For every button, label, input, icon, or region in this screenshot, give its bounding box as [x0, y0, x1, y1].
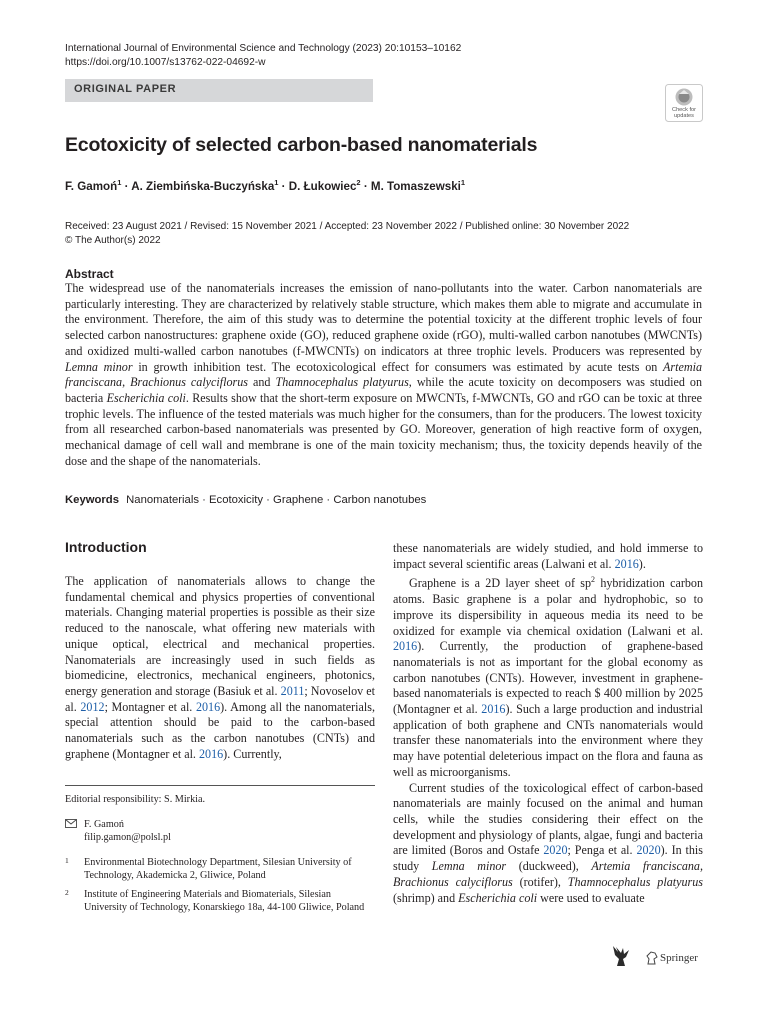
italic-term: Lemna minor	[65, 359, 133, 374]
italic-term: Escherichia coli	[458, 890, 538, 905]
author-list	[65, 178, 465, 193]
doi-link[interactable]: https://doi.org/10.1007/s13762-022-04692-w	[65, 57, 266, 68]
article-title: Ecotoxicity of selected carbon-based nanomaterials	[65, 134, 538, 156]
affiliation-number: 1	[65, 856, 69, 865]
springer-chess-knight-icon	[610, 944, 632, 968]
keywords-list: Nanomaterials · Ecotoxicity · Graphene · Carbon nanotubes	[126, 494, 427, 506]
citation-link[interactable]: 2016	[393, 639, 418, 654]
citation-link[interactable]: 2016	[198, 746, 224, 761]
affiliation-text: Environmental Biotechnology Department, Silesian University of Technology, Akademicka 2, Gliwice, Poland	[84, 857, 352, 882]
article-type-label: ORIGINAL PAPER	[74, 83, 177, 95]
citation-link[interactable]: 2011	[280, 683, 305, 698]
italic-term: Brachionus calyciflorus	[130, 375, 248, 390]
author-name[interactable]: D. Łukowiec	[288, 179, 357, 193]
paragraph: The application of nanomaterials allows to change the fundamental chemical and physics properties of conventional materials. Changing material properties is possible as their size reduced to the nanoscale, what offering new materials with unique optical, electrical and mechanical properties. Nanomaterials are increasingly used in such fields as biomedicine, electronics, mechanical engineers, photonics, energy generation and storage (Basiuk et al. 2011; Novoselov et al. 2012; Montagner et al. 2016). Among all the nanomaterials, special attention should be paid to the carbon-based nanomaterials such as the carbon nanotubes (CNTs) and graphene (Montagner et al. 2016). Currently,	[65, 574, 376, 761]
citation-link[interactable]: 2012	[80, 699, 105, 714]
paragraph: Graphene is a 2D layer sheet of $sp^2$ hybridization carbon atoms. Basic graphene is a polar and hydrophobic, so to improve its dispersibility in aqueous media its need to be oxidized for example via chemical oxidation (Lalwani et al. 2016). Currently, the production of graphene-based nanomaterials is not as important for the global economy as carbon nanotubes (CNTs). However, investment in graphene-based nanomaterials is expected to reach $ 400 million by 2025 (Montagner et al. 2016). Such a large production and industrial application of both graphene and CNTs nanomaterials would transfer these nanomaterials into the environment where they may have potential deleterious impact on the flora and fauna as well as microorganisms.	[393, 575, 703, 779]
copyright-line: © The Author(s) 2022	[65, 234, 161, 246]
introduction-right-column	[393, 541, 703, 906]
editorial-responsibility: Editorial responsibility: S. Mirkia.	[65, 794, 206, 805]
journal-citation: International Journal of Environmental Science and Technology (2023) 20:10153–10162	[65, 43, 462, 54]
author-name[interactable]: F. Gamoń	[65, 179, 118, 193]
abstract-text: The widespread use of the nanomaterials increases the emission of nano-pollutants into the water. Carbon nanomaterials are particularly interesting. They are characterized by relatively stable structure, which makes them able to migrate and accumulate in the environment. Therefore, the aim of this study was to determine the potential toxicity at the different trophic levels of four selected carbon nanostructures: graphene oxide (GO), reduced graphene oxide (rGO), multi-walled carbon nanotubes (MWCNTs) and oxidized multi-walled carbon nanotubes (f-MWCNTs) on indicators at three trophic levels. Producers was represented by Lemna minor in growth inhibition test. The ecotoxicological effect for consumers was estimated by acute tests on Artemia franciscana, Brachionus calyciflorus and Thamnocephalus platyurus, while the acute toxicity on decomposers was studied on bacteria Escherichia coli. Results show that the short-term exposure on MWCNTs, f-MWCNTs, GO and rGO can be toxic at three trophic levels. The influence of the tested materials was much higher for the consumers, than for the producers. The lowest toxicity from all researched carbon-based nanomaterials was presented by GO. Moreover, generation of high reactive form of oxygen, mechanical damage of cell wall and membrane is one of the main toxicity mechanism; thus, the toxicity depends heavily of the dose and the shape of the nanomaterials.	[65, 281, 703, 468]
envelope-icon	[65, 819, 77, 828]
springer-knight-outline-icon	[646, 951, 658, 965]
author-separator: ·	[360, 179, 371, 193]
introduction-heading: Introduction	[65, 539, 147, 555]
affiliation-number: 2	[65, 888, 69, 897]
corresponding-name: F. Gamoń	[84, 819, 124, 830]
corresponding-email[interactable]: filip.gamon@polsl.pl	[84, 832, 171, 844]
author-affiliation-number: 1	[274, 178, 279, 187]
journal-header	[65, 42, 461, 70]
italic-term: Escherichia coli	[106, 390, 186, 405]
footnote-divider	[65, 785, 375, 786]
author-separator: ·	[278, 179, 289, 193]
publisher-logo	[610, 942, 710, 972]
author-name[interactable]: M. Tomaszewski	[370, 179, 461, 193]
author-affiliation-number: 2	[356, 178, 361, 187]
check-label-1: Check for	[672, 107, 696, 113]
check-label-2: updates	[674, 113, 694, 120]
publisher-name: Springer	[660, 952, 698, 964]
abstract-heading: Abstract	[65, 267, 114, 281]
author-affiliation-number: 1	[460, 178, 466, 187]
author-name[interactable]: A. Ziembińska-Buczyńska	[131, 179, 275, 193]
keywords-label: Keywords	[65, 494, 119, 506]
paragraph: these nanomaterials are widely studied, and hold immerse to impact several scientific areas (Lalwani et al. 2016).	[393, 541, 703, 571]
superscript: 2	[591, 575, 596, 585]
citation-link[interactable]: 2016	[481, 702, 506, 717]
history-dates: Received: 23 August 2021 / Revised: 15 November 2021 / Accepted: 23 November 2022 / Published online: 30 November 2022	[65, 221, 630, 232]
article-dates	[65, 220, 629, 247]
citation-link[interactable]: 2020	[636, 843, 661, 858]
check-for-updates-badge[interactable]	[665, 84, 703, 122]
introduction-left-column	[65, 574, 375, 762]
italic-term: Lemna minor	[431, 859, 507, 874]
author-affiliation-number: 1	[117, 178, 122, 187]
keywords	[65, 494, 426, 506]
article-type-banner	[65, 79, 373, 102]
author-separator: ·	[121, 179, 132, 193]
italic-term: Artemia franciscana	[65, 359, 703, 390]
citation-link[interactable]: 2016	[195, 699, 221, 714]
italic-term: Thamnocephalus platyurus	[567, 874, 703, 889]
affiliation-text: Institute of Engineering Materials and Biomaterials, Silesian University of Technology, Konarskiego 18a, 44-100 Gliwice, Poland	[84, 889, 365, 914]
italic-term: Artemia franciscana, Brachionus calyciflorus	[393, 859, 703, 889]
italic-term: Thamnocephalus platyurus	[275, 375, 409, 390]
paragraph: Current studies of the toxicological effect of carbon-based nanomaterials are mainly focused on the animal and human cells, while the studies considering their effect on the development and physiology of plants, algae, fungi and bacteria are limited (Boros and Ostafe 2020; Penga et al. 2020). In this study Lemna minor (duckweed), Artemia franciscana, Brachionus calyciflorus (rotifer), Thamnocephalus platyurus (shrimp) and Escherichia coli were used to evaluate	[393, 780, 703, 905]
citation-link[interactable]: 2020	[543, 843, 568, 858]
corresponding-author	[65, 818, 375, 848]
citation-link[interactable]: 2016	[614, 556, 639, 571]
